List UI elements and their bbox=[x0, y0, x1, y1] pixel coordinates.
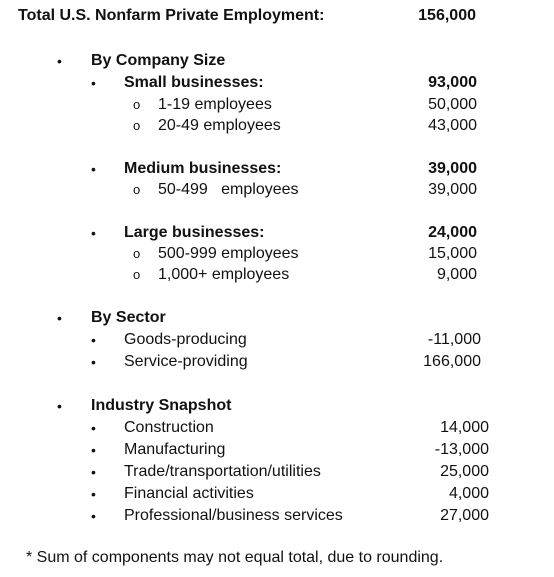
item-value: 14,000 bbox=[440, 419, 489, 436]
list-item bbox=[0, 417, 554, 439]
list-item bbox=[0, 329, 554, 351]
list-item bbox=[0, 439, 554, 461]
list-item bbox=[0, 115, 554, 137]
bullet-icon: • bbox=[91, 420, 96, 436]
bullet-icon: • bbox=[91, 332, 96, 348]
item-value: 166,000 bbox=[423, 353, 481, 370]
bullet-icon: • bbox=[91, 486, 96, 502]
footnote-row bbox=[0, 547, 554, 569]
industry-heading: Industry Snapshot bbox=[91, 397, 232, 414]
sub-bullet-icon: o bbox=[133, 182, 141, 197]
item-value: 4,000 bbox=[448, 485, 489, 502]
bullet-icon: • bbox=[57, 53, 62, 69]
list-item bbox=[0, 94, 554, 116]
item-label: 500-999 employees bbox=[158, 245, 299, 262]
sub-bullet-icon: o bbox=[133, 246, 141, 261]
item-label: 1-19 employees bbox=[158, 96, 272, 113]
company-size-heading: By Company Size bbox=[91, 52, 226, 69]
small-business-value: 93,000 bbox=[428, 74, 477, 91]
list-item bbox=[0, 264, 554, 286]
sub-bullet-icon: o bbox=[133, 118, 141, 133]
item-value: -11,000 bbox=[427, 331, 481, 348]
item-label: Manufacturing bbox=[124, 441, 226, 458]
bullet-icon: • bbox=[91, 161, 96, 177]
sub-bullet-icon: o bbox=[133, 267, 141, 282]
item-label: Service-providing bbox=[124, 353, 248, 370]
footnote: * Sum of components may not equal total, due to rounding. bbox=[26, 549, 444, 566]
total-value: 156,000 bbox=[418, 7, 476, 24]
list-item bbox=[0, 243, 554, 265]
sector-heading-row bbox=[0, 307, 554, 329]
item-value: -13,000 bbox=[434, 441, 489, 458]
item-label: Construction bbox=[124, 419, 214, 436]
item-value: 15,000 bbox=[428, 245, 477, 262]
bullet-icon: • bbox=[91, 442, 96, 458]
bullet-icon: • bbox=[57, 398, 62, 414]
list-item bbox=[0, 179, 554, 201]
bullet-icon: • bbox=[91, 508, 96, 524]
item-label: Professional/business services bbox=[124, 507, 343, 524]
sub-bullet-icon: o bbox=[133, 97, 141, 112]
item-label: Financial activities bbox=[124, 485, 254, 502]
bullet-icon: • bbox=[91, 225, 96, 241]
small-business-label: Small businesses: bbox=[124, 74, 264, 91]
large-business-label: Large businesses: bbox=[124, 224, 265, 241]
large-business-value: 24,000 bbox=[428, 224, 477, 241]
bullet-icon: • bbox=[91, 75, 96, 91]
total-row bbox=[0, 5, 554, 27]
medium-business-value: 39,000 bbox=[428, 160, 477, 177]
item-value: 50,000 bbox=[428, 96, 477, 113]
industry-heading-row bbox=[0, 395, 554, 417]
list-item bbox=[0, 505, 554, 527]
item-label: 50-499 employees bbox=[158, 181, 299, 198]
large-business-row bbox=[0, 222, 554, 244]
company-size-heading-row bbox=[0, 50, 554, 72]
item-label: Goods-producing bbox=[124, 331, 247, 348]
total-label: Total U.S. Nonfarm Private Employment: bbox=[18, 7, 325, 24]
bullet-icon: • bbox=[91, 464, 96, 480]
bullet-icon: • bbox=[91, 354, 96, 370]
sector-heading: By Sector bbox=[91, 309, 166, 326]
item-value: 25,000 bbox=[440, 463, 489, 480]
list-item bbox=[0, 461, 554, 483]
item-value: 39,000 bbox=[428, 181, 477, 198]
item-value: 9,000 bbox=[436, 266, 477, 283]
bullet-icon: • bbox=[57, 310, 62, 326]
item-label: 20-49 employees bbox=[158, 117, 281, 134]
item-label: Trade/transportation/utilities bbox=[124, 463, 321, 480]
small-business-row bbox=[0, 72, 554, 94]
list-item bbox=[0, 483, 554, 505]
medium-business-label: Medium businesses: bbox=[124, 160, 282, 177]
item-value: 43,000 bbox=[428, 117, 477, 134]
item-label: 1,000+ employees bbox=[158, 266, 290, 283]
item-value: 27,000 bbox=[440, 507, 489, 524]
medium-business-row bbox=[0, 158, 554, 180]
list-item bbox=[0, 351, 554, 373]
